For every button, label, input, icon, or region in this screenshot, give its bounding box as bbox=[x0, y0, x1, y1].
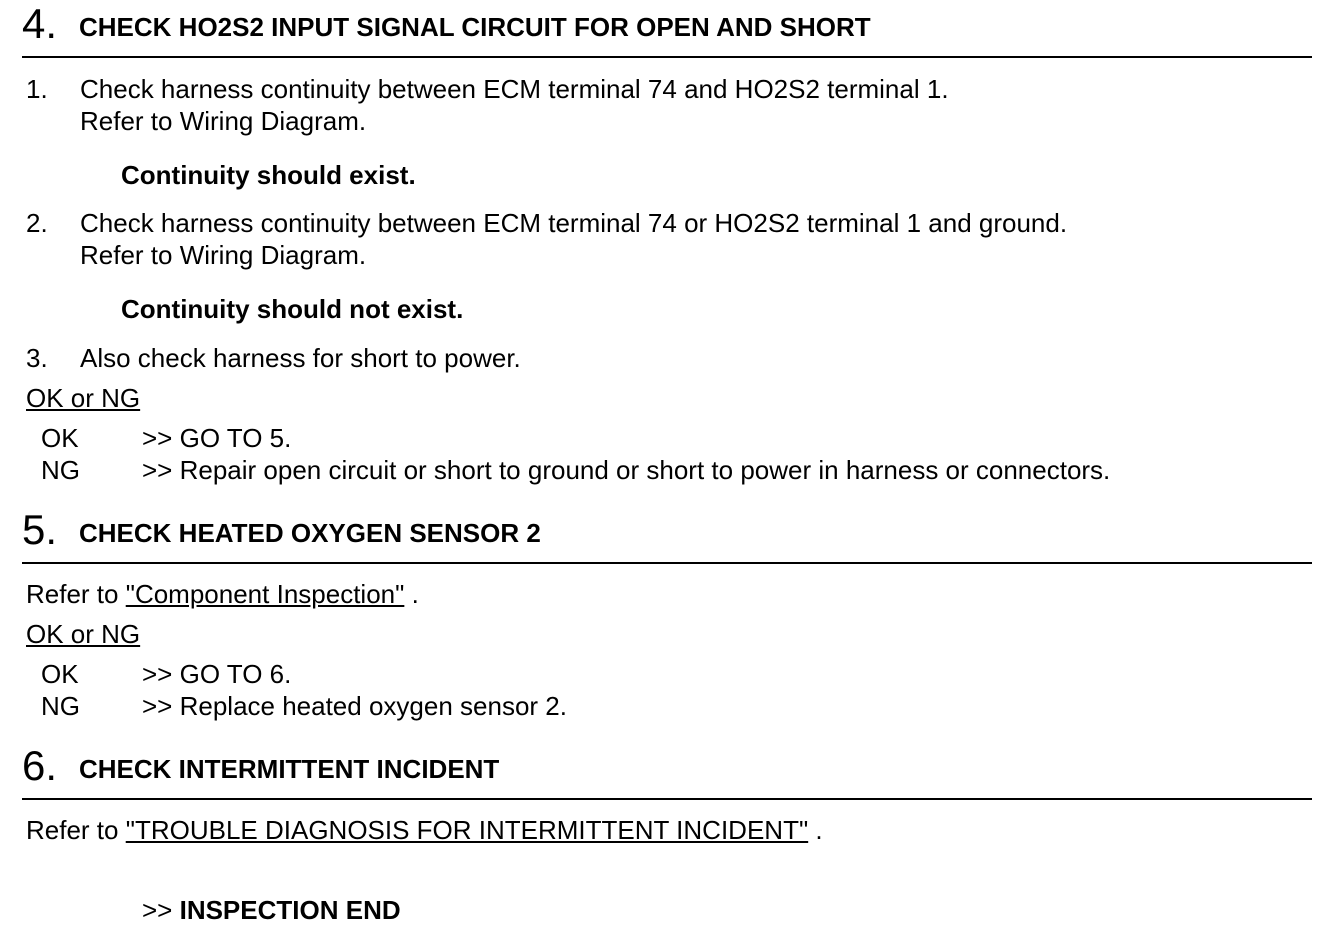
step-6-title: CHECK INTERMITTENT INCIDENT bbox=[79, 754, 500, 784]
step-4-item-1-line1: Check harness continuity between ECM terminal 74 and HO2S2 terminal 1. bbox=[80, 74, 949, 104]
step-6-refer-line bbox=[26, 814, 823, 846]
step-5-ng-key: NG bbox=[41, 691, 80, 721]
step-4-item-2-spec: Continuity should not exist. bbox=[121, 294, 464, 324]
step-4-ok-action: >> GO TO 5. bbox=[142, 423, 292, 453]
step-6-refer-suffix: . bbox=[808, 815, 823, 845]
step-6-refer-prefix: Refer to bbox=[26, 815, 126, 845]
step-4-ok-key: OK bbox=[41, 423, 79, 453]
step-5-number: 5. bbox=[22, 506, 58, 553]
step-4-item-1-line2: Refer to Wiring Diagram. bbox=[80, 106, 367, 136]
step-5-ok-key: OK bbox=[41, 659, 79, 689]
inspection-end-line bbox=[142, 894, 401, 926]
step-5-title: CHECK HEATED OXYGEN SENSOR 2 bbox=[79, 518, 541, 548]
step-5-ok-ng-label: OK or NG bbox=[26, 619, 141, 649]
step-4-title: CHECK HO2S2 INPUT SIGNAL CIRCUIT FOR OPEN AND SHORT bbox=[79, 12, 871, 42]
step-5-refer-line bbox=[26, 578, 419, 610]
step-4-item-2-line2: Refer to Wiring Diagram. bbox=[80, 240, 367, 270]
step-4-ng-action: >> Repair open circuit or short to ground or short to power in harness or connectors. bbox=[142, 455, 1111, 485]
step-5-ng-action: >> Replace heated oxygen sensor 2. bbox=[142, 691, 567, 721]
inspection-end-label: INSPECTION END bbox=[179, 895, 401, 925]
step-5-refer-prefix: Refer to bbox=[26, 579, 126, 609]
component-inspection-link[interactable]: "Component Inspection" bbox=[125, 579, 405, 609]
step-4-header bbox=[22, 0, 1312, 58]
step-4-item-1-spec: Continuity should exist. bbox=[121, 160, 416, 190]
step-4-item-1-number: 1. bbox=[26, 74, 48, 104]
step-4-item-2-number: 2. bbox=[26, 208, 48, 238]
trouble-diagnosis-intermittent-link[interactable]: "TROUBLE DIAGNOSIS FOR INTERMITTENT INCIDENT" bbox=[125, 815, 809, 845]
step-4-number: 4. bbox=[22, 0, 58, 47]
step-6-number: 6. bbox=[22, 742, 58, 789]
inspection-end-prefix: >> bbox=[142, 895, 180, 925]
step-4-item-3-number: 3. bbox=[26, 343, 48, 373]
step-6-header bbox=[22, 742, 1312, 800]
step-4-ok-ng-label: OK or NG bbox=[26, 383, 141, 413]
step-5-refer-suffix: . bbox=[404, 579, 419, 609]
step-4-ng-key: NG bbox=[41, 455, 80, 485]
step-5-header bbox=[22, 506, 1312, 564]
step-5-ok-action: >> GO TO 6. bbox=[142, 659, 292, 689]
step-4-item-3-line1: Also check harness for short to power. bbox=[80, 343, 521, 373]
step-4-item-2-line1: Check harness continuity between ECM terminal 74 or HO2S2 terminal 1 and ground. bbox=[80, 208, 1068, 238]
